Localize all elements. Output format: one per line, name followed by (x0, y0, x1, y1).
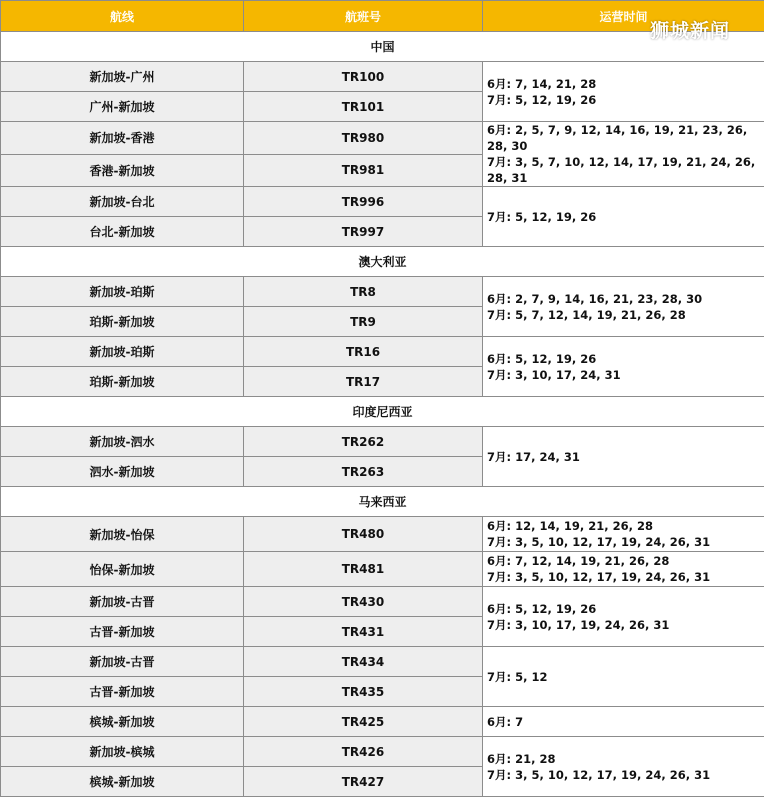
flight-cell: TR426 (244, 737, 483, 767)
schedule-cell (483, 647, 764, 707)
flight-cell: TR480 (244, 517, 483, 552)
route-cell: 新加坡-珀斯 (1, 277, 244, 307)
route-cell: 新加坡-珀斯 (1, 337, 244, 367)
section-title: 马来西亚 (1, 487, 764, 517)
section-title: 印度尼西亚 (1, 397, 764, 427)
table-row (1, 737, 764, 767)
route-cell: 香港-新加坡 (1, 154, 244, 187)
watermark-logo: 狮城新闻 (650, 20, 731, 42)
flight-cell: TR16 (244, 337, 483, 367)
table-row (1, 647, 764, 677)
flight-cell: TR435 (244, 677, 483, 707)
schedule-line: 7月: 3, 5, 10, 12, 17, 19, 24, 26, 31 (487, 535, 711, 549)
table-row (1, 552, 764, 587)
section-row-australia (1, 247, 764, 277)
schedule-cell (483, 737, 764, 797)
flight-cell: TR431 (244, 617, 483, 647)
schedule-line: 7月: 3, 10, 17, 19, 24, 26, 31 (487, 617, 670, 632)
route-cell: 新加坡-泗水 (1, 427, 244, 457)
schedule-line: 7月: 5, 12, 19, 26 (487, 92, 597, 107)
schedule-line: 6月: 7, 12, 14, 19, 21, 26, 28 (487, 554, 670, 568)
schedule-line: 7月: 5, 12 (487, 669, 548, 684)
route-cell: 怡保-新加坡 (1, 552, 244, 587)
section-row-malaysia (1, 487, 764, 517)
schedule-line: 6月: 21, 28 (487, 751, 556, 766)
flight-cell: TR101 (244, 92, 483, 122)
flight-cell: TR481 (244, 552, 483, 587)
schedule-line: 7月: 3, 10, 17, 24, 31 (487, 367, 621, 382)
flight-cell: TR980 (244, 122, 483, 155)
route-cell: 古晋-新加坡 (1, 677, 244, 707)
section-row-indonesia (1, 397, 764, 427)
schedule-line: 6月: 12, 14, 19, 21, 26, 28 (487, 519, 653, 533)
route-cell: 台北-新加坡 (1, 217, 244, 247)
header-flight-number: 航班号 (244, 1, 483, 32)
table-row (1, 587, 764, 617)
flight-cell: TR427 (244, 767, 483, 797)
schedule-cell (483, 707, 764, 737)
header-route: 航线 (1, 1, 244, 32)
route-cell: 珀斯-新加坡 (1, 367, 244, 397)
schedule-line: 6月: 5, 12, 19, 26 (487, 601, 597, 616)
route-cell: 新加坡-槟城 (1, 737, 244, 767)
table-row (1, 337, 764, 367)
flight-cell: TR100 (244, 62, 483, 92)
schedule-line: 6月: 7, 14, 21, 28 (487, 76, 597, 91)
header-schedule: 运营时间 (483, 1, 764, 32)
route-cell: 新加坡-香港 (1, 122, 244, 155)
route-cell: 珀斯-新加坡 (1, 307, 244, 337)
route-cell: 广州-新加坡 (1, 92, 244, 122)
route-cell: 槟城-新加坡 (1, 767, 244, 797)
route-cell: 泗水-新加坡 (1, 457, 244, 487)
route-cell: 古晋-新加坡 (1, 617, 244, 647)
schedule-line: 7月: 5, 7, 12, 14, 19, 21, 26, 28 (487, 307, 686, 322)
schedule-line: 6月: 2, 5, 7, 9, 12, 14, 16, 19, 21, 23, 26, 28, 30 (487, 123, 748, 153)
route-cell: 新加坡-台北 (1, 187, 244, 217)
schedule-line: 6月: 5, 12, 19, 26 (487, 351, 597, 366)
route-cell: 槟城-新加坡 (1, 707, 244, 737)
schedule-line: 7月: 3, 5, 7, 10, 12, 14, 17, 19, 21, 24, 26, 28, 31 (487, 155, 756, 185)
table-row (1, 187, 764, 217)
table-row (1, 62, 764, 92)
flight-cell: TR434 (244, 647, 483, 677)
flight-cell: TR997 (244, 217, 483, 247)
flight-cell: TR262 (244, 427, 483, 457)
route-cell: 新加坡-广州 (1, 62, 244, 92)
flight-cell: TR430 (244, 587, 483, 617)
schedule-line: 6月: 7 (487, 714, 524, 729)
schedule-line: 7月: 5, 12, 19, 26 (487, 209, 597, 224)
route-cell: 新加坡-古晋 (1, 587, 244, 617)
schedule-cell (483, 517, 764, 552)
schedule-line: 7月: 3, 5, 10, 12, 17, 19, 24, 26, 31 (487, 570, 711, 584)
table-row (1, 277, 764, 307)
schedule-cell (483, 277, 764, 337)
schedule-line: 7月: 3, 5, 10, 12, 17, 19, 24, 26, 31 (487, 767, 711, 782)
section-title: 中国 (1, 32, 764, 62)
flight-cell: TR263 (244, 457, 483, 487)
section-title: 澳大利亚 (1, 247, 764, 277)
schedule-cell (483, 552, 764, 587)
schedule-cell (483, 427, 764, 487)
flight-cell: TR996 (244, 187, 483, 217)
flight-cell: TR17 (244, 367, 483, 397)
flight-cell: TR425 (244, 707, 483, 737)
route-cell: 新加坡-怡保 (1, 517, 244, 552)
table-row (1, 707, 764, 737)
schedule-cell (483, 187, 764, 247)
schedule-cell (483, 337, 764, 397)
schedule-line: 7月: 17, 24, 31 (487, 449, 580, 464)
table-row (1, 427, 764, 457)
flight-cell: TR9 (244, 307, 483, 337)
schedule-line: 6月: 2, 7, 9, 14, 16, 21, 23, 28, 30 (487, 291, 703, 306)
table-row (1, 517, 764, 552)
table-row (1, 122, 764, 155)
schedule-cell (483, 122, 764, 187)
schedule-cell (483, 587, 764, 647)
flight-cell: TR8 (244, 277, 483, 307)
schedule-cell (483, 62, 764, 122)
route-cell: 新加坡-古晋 (1, 647, 244, 677)
flight-cell: TR981 (244, 154, 483, 187)
